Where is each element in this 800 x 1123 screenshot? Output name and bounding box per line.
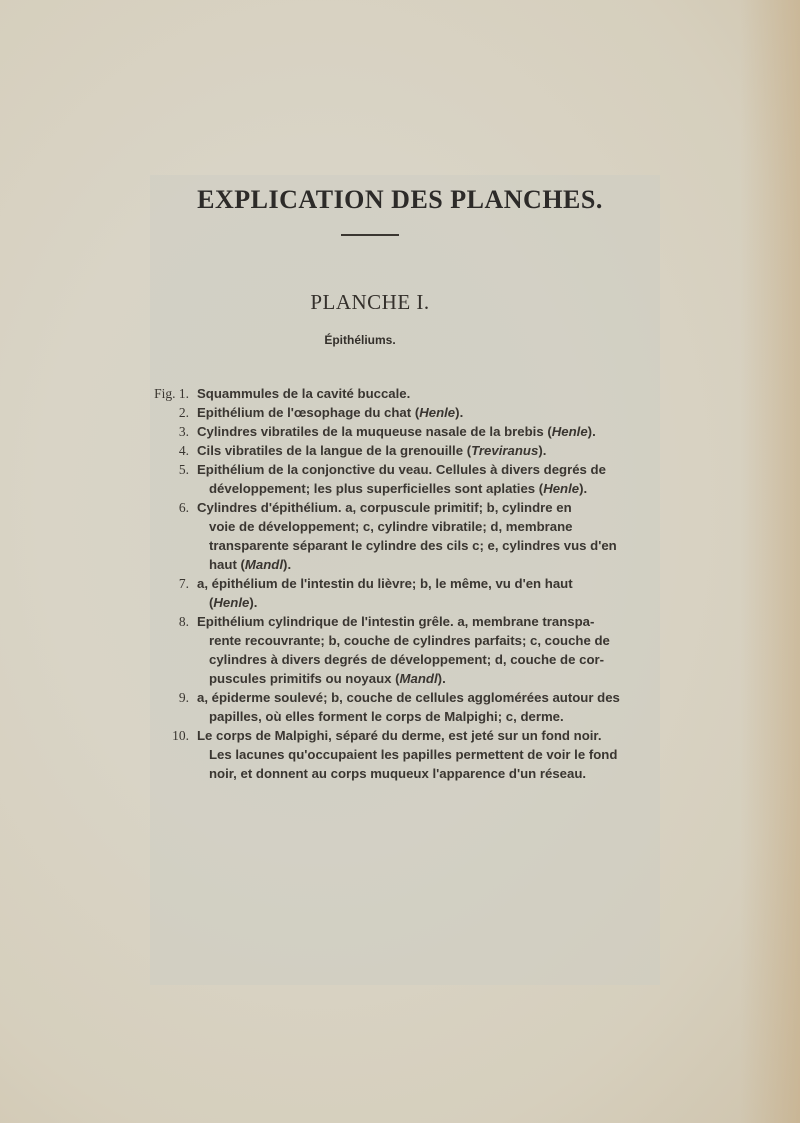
- figure-description-line: Les lacunes qu'occupaient les papilles permettent de voir le fond: [209, 747, 618, 762]
- figure-list: [140, 384, 620, 783]
- figure-entry: [140, 688, 620, 726]
- figure-description-line: (Henle).: [209, 595, 258, 610]
- figure-description-line: Epithélium de la conjonctive du veau. Cellules à divers degrés de: [197, 462, 606, 477]
- page-edge-shading: [740, 0, 800, 1123]
- figure-number: 7.: [178, 576, 189, 591]
- figure-description-line: rente recouvrante; b, couche de cylindres parfaits; c, couche de: [209, 633, 610, 648]
- figure-description-line: développement; les plus superficielles sont aplaties (Henle).: [209, 481, 588, 496]
- figure-number: 3.: [178, 424, 189, 439]
- figure-description-line: papilles, où elles forment le corps de Malpighi; c, derme.: [209, 709, 564, 724]
- figure-description-line: Cylindres vibratiles de la muqueuse nasale de la brebis (Henle).: [197, 424, 596, 439]
- figure-entry: [140, 441, 600, 460]
- figure-number: 4.: [178, 443, 189, 458]
- figure-entry: [140, 422, 600, 441]
- figure-number: 8.: [178, 614, 189, 629]
- figure-description-line: a, épithélium de l'intestin du lièvre; b, le même, vu d'en haut: [197, 576, 573, 591]
- figure-description-line: Epithélium de l'œsophage du chat (Henle).: [197, 405, 464, 420]
- figure-entry: [140, 726, 618, 783]
- figure-description-line: puscules primitifs ou noyaux (Mandl).: [209, 671, 446, 686]
- figure-number: 2.: [178, 405, 189, 420]
- figure-description-line: Squammules de la cavité buccale.: [197, 386, 411, 401]
- figure-number: 10.: [172, 728, 189, 743]
- figure-entry: [140, 498, 617, 574]
- figure-description-line: noir, et donnent au corps muqueux l'apparence d'un réseau.: [209, 766, 587, 781]
- figure-description-line: a, épiderme soulevé; b, couche de cellules agglomérées autour des: [197, 690, 620, 705]
- figure-entry: [140, 403, 600, 422]
- figure-description-line: Cylindres d'épithélium. a, corpuscule primitif; b, cylindre en: [197, 500, 572, 515]
- figure-description-line: haut (Mandl).: [209, 557, 292, 572]
- figure-entry: [140, 612, 610, 688]
- page-title: EXPLICATION DES PLANCHES.: [197, 185, 603, 215]
- figure-entry: [140, 384, 600, 403]
- figure-entry: [140, 460, 606, 498]
- figure-number: 9.: [178, 690, 189, 705]
- figure-description-line: Le corps de Malpighi, séparé du derme, est jeté sur un fond noir.: [197, 728, 602, 743]
- plate-subtitle: Épithéliums.: [324, 333, 396, 347]
- figure-description-line: cylindres à divers degrés de développement; d, couche de cor-: [209, 652, 605, 667]
- title-divider: [341, 234, 399, 236]
- figure-number: 5.: [178, 462, 189, 477]
- figure-description-line: Epithélium cylindrique de l'intestin grêle. a, membrane transpa-: [197, 614, 595, 629]
- figure-number: 6.: [178, 500, 189, 515]
- figure-description-line: transparente séparant le cylindre des cils c; e, cylindres vus d'en: [209, 538, 617, 553]
- figure-number: Fig. 1.: [154, 386, 189, 401]
- plate-heading: PLANCHE I.: [310, 290, 430, 314]
- figure-description-line: voie de développement; c, cylindre vibratile; d, membrane: [209, 519, 573, 534]
- figure-description-line: Cils vibratiles de la langue de la grenouille (Treviranus).: [197, 443, 547, 458]
- figure-entry: [140, 574, 600, 612]
